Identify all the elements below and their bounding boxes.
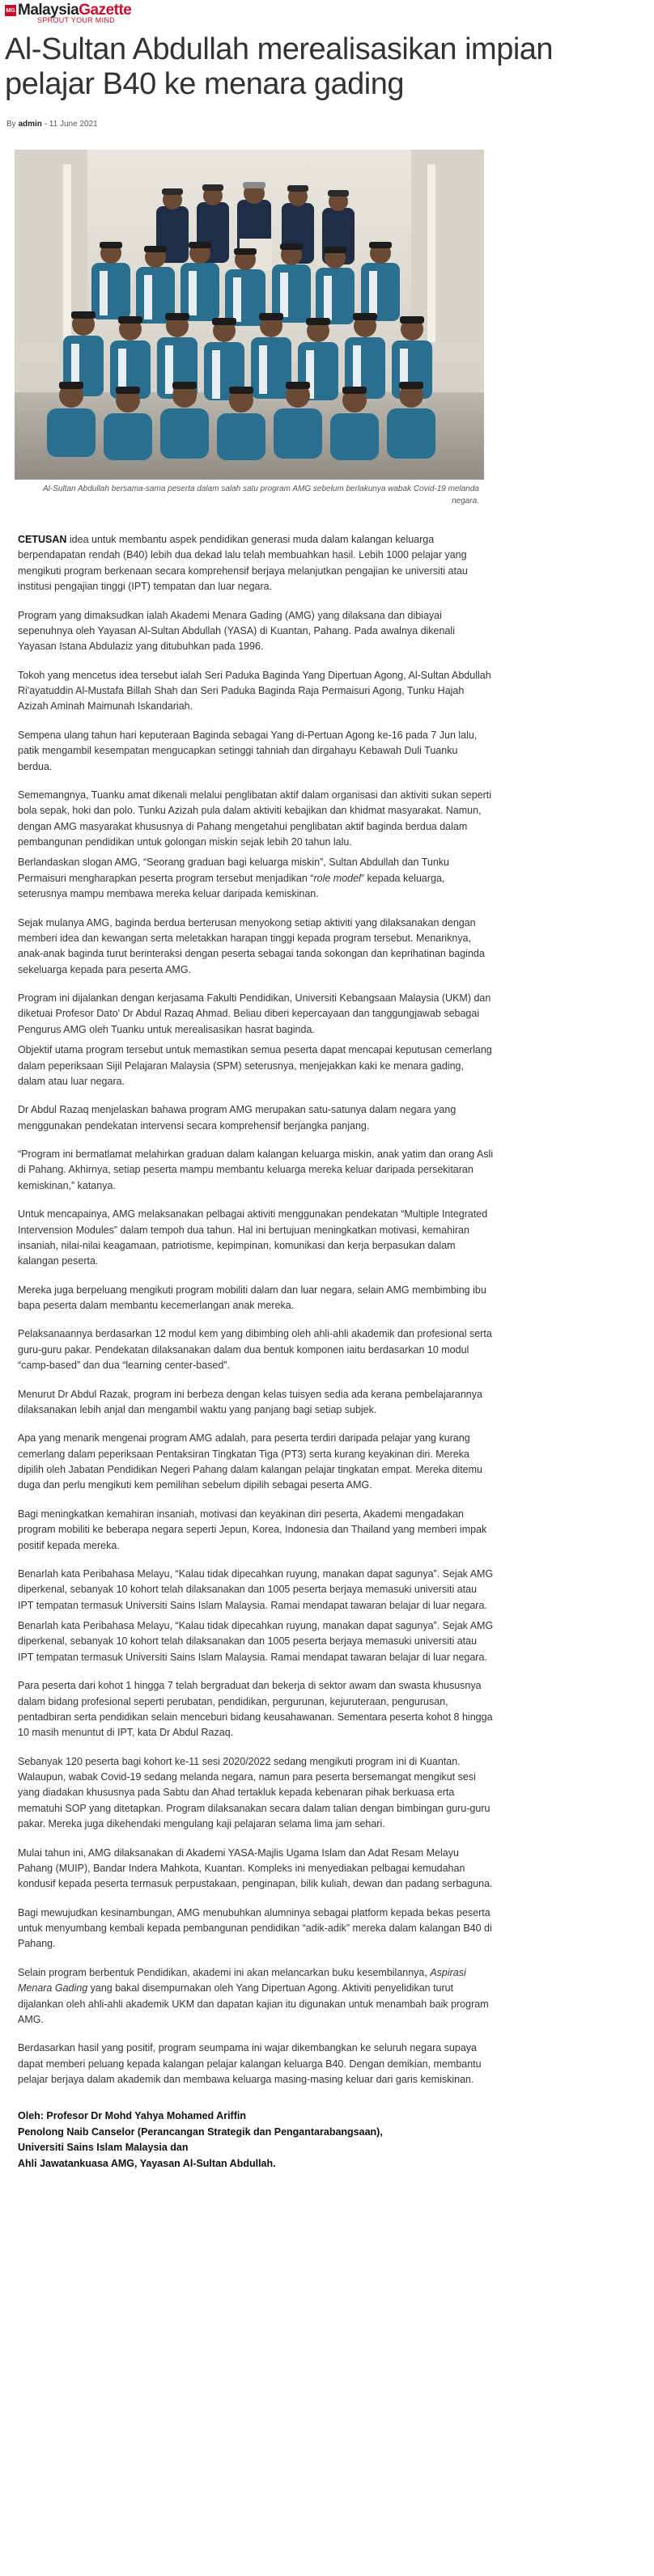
paragraph: Program ini dijalankan dengan kerjasama Fakulti Pendidikan, Universiti Kebangsaan Malaysia (UKM) dan diketuai Profesor Dato' Dr Abdul Razaq Ahmad. Beliau diberi kepercayaan dan tanggungjawab sebagai Pengurus AMG oleh Tuanku untuk merealisasikan hasrat baginda. xyxy=(18,992,491,1035)
paragraph: Para peserta dari kohot 1 hingga 7 telah bergraduat dan bekerja di sektor awam dan swasta khususnya dalam bidang profesional seperti perubatan, pendidikan, pergurunan, kejuruteraan, pengurusan, pentadbiran serta pendidikan selain menceburi bidang keusahawanan. Sementara peserta kohot 8 hingga 10 masih menuntut di IPT, kata Dr Abdul Razaq. xyxy=(18,1680,493,1739)
paragraph: Benarlah kata Peribahasa Melayu, “Kalau tidak dipecahkan ruyung, manakan dapat sagunya”. Sejak AMG diperkenal, sebanyak 10 kohort telah dilaksanakan dan 1005 peserta berjaya memasuki universiti atau IPT tempatan termasuk Universiti Sains Islam Malaysia. Ramai mendapat tawaran belajar di luar negara. xyxy=(18,1620,494,1663)
paragraph xyxy=(18,855,494,902)
paragraph: Untuk mencapainya, AMG melaksanakan pelbagai aktiviti menggunakan pendekatan “Multiple Integrated Intervension Modules” dalam tempoh dua tahun. Hal ini bertujuan meningkatkan motivasi, kemahiran insaniah, nilai-nilai keagamaan, patriotisme, kepimpinan, komunikasi dan kerja berpasukan dalam kalangan peserta. xyxy=(18,1208,488,1267)
book-title: Aspirasi Menara Gading xyxy=(18,1966,466,1994)
article-title: Al-Sultan Abdullah merealisasikan impian pelajar B40 ke menara gading xyxy=(5,32,554,101)
paragraph-text: ” kepada keluarga, seterusnya mampu membawa mereka keluar daripada kemiskinan. xyxy=(18,872,445,900)
paragraph: Bagi meningkatkan kemahiran insaniah, motivasi dan keyakinan diri peserta, Akademi mengadakan program mobiliti ke beberapa negara seperti Jepun, Korea, Indonesia dan Thailand yang memberi impak positif kepada mereka. xyxy=(18,1508,487,1551)
paragraph xyxy=(18,1965,494,2028)
paragraph: Program yang dimaksudkan ialah Akademi Menara Gading (AMG) yang dilaksana dan dibiayai sepenuhnya oleh Yayasan Al-Sultan Abdullah (YASA) di Kuantan, Pahang. Pada awalnya dikenali Yayasan Istana Abdulaziz yang ditubuhkan pada 1996. xyxy=(18,609,455,653)
article-meta xyxy=(6,120,98,129)
paragraph: Pelaksanaannya berdasarkan 12 modul kem yang dibimbing oleh ahli-ahli akademik dan profesional serta guru-guru pakar. Pendekatan dilaksanakan dalam dua bentuk komponen iaitu berdasarkan 10 modul “camp-based” dan dua “learning center-based”. xyxy=(18,1328,492,1372)
article-body xyxy=(18,532,494,2172)
paragraph: Tokoh yang mencetus idea tersebut ialah Seri Paduka Baginda Yang Dipertuan Agong, Al-Sultan Abdullah Ri'ayatuddin Al-Mustafa Billah Shah dan Seri Paduka Baginda Raja Permaisuri Agong, Tunku Hajah Azizah Aminah Maimunah Iskandariah. xyxy=(18,669,491,713)
paragraph: Sejak mulanya AMG, baginda berdua berterusan menyokong setiap aktiviti yang dilaksanakan dengan memberi idea dan kewangan serta meletakkan harapan tinggi kepada program tersebut. Menariknya, anak-anak baginda turut berinteraksi dengan peserta sebagai tanda sokongan dan keprihatinan baginda sekeluarga kepada para peserta AMG. xyxy=(18,916,485,975)
site-tagline: SPROUT YOUR MIND xyxy=(37,16,115,24)
meta-separator: - xyxy=(44,120,49,129)
paragraph: Sebanyak 120 peserta bagi kohort ke-11 sesi 2020/2022 sedang mengikuti program ini di Kuantan. Walaupun, wabak Covid-19 sedang melanda negara, namun para peserta bersemangat mengikut sesi yang diadakan khususnya pada Sabtu dan Ahad tertakluk kepada kebenaran pihak berkuasa erta mematuhi SOP yang ditetapkan. Program dilaksanakan secara dalam talian dengan bimbingan guru-guru pakar. Mereka juga dikehendaki mengulang kaji pelajaran selama lima jam sehari. xyxy=(18,1755,491,1830)
signature-line: Oleh: Profesor Dr Mohd Yahya Mohamed Ariffin xyxy=(18,2110,246,2122)
signature-line: Penolong Naib Canselor (Perancangan Strategik dan Pengantarabangsaan), xyxy=(18,2126,383,2138)
author-signature xyxy=(18,2109,494,2172)
paragraph: Apa yang menarik mengenai program AMG adalah, para peserta terdiri daripada pelajar yang kurang cemerlang dalam peperiksaan Pentaksiran Tingkatan Tiga (PT3) serta kurang keyakinan diri. Mereka dipilih oleh Jabatan Pendidikan Negeri Pahang dalam kalangan pelajar tingkatan empat. Mereka ditemu duga dan perlu mengikuti kem pemilihan sebelum dipilih sebagai peserta AMG. xyxy=(18,1432,482,1491)
logo-mark: MG xyxy=(5,5,16,16)
signature-line: Ahli Jawatankuasa AMG, Yayasan Al-Sultan Abdullah. xyxy=(18,2157,276,2169)
paragraph: Bagi mewujudkan kesinambungan, AMG menubuhkan alumninya sebagai platform kepada bekas peserta untuk menyumbang kembali kepada pembangunan pendidikan “adik-adik” mereka dalam kalangan B40 di Pahang. xyxy=(18,1906,492,1950)
signature-line: Universiti Sains Islam Malaysia dan xyxy=(18,2142,189,2154)
paragraph: Dr Abdul Razaq menjelaskan bahawa program AMG merupakan satu-satunya dalam negara yang menggunakan pendekatan intervensi secara komprehensif berjangka panjang. xyxy=(18,1104,457,1131)
by-label: By xyxy=(6,120,16,129)
paragraph: Mulai tahun ini, AMG dilaksanakan di Akademi YASA-Majlis Ugama Islam dan Adat Resam Melayu Pahang (MUIP), Bandar Indera Mahkota, Kuantan. Kompleks ini menyediakan pelbagai kemudahan kondusif kepada peserta termasuk perpustakaan, penginapan, bilik kuliah, dewan dan padang serbaguna. xyxy=(18,1846,493,1890)
paragraph-text: Berlandaskan slogan AMG, “Seorang graduan bagi keluarga miskin”, Sultan Abdullah dan Tunku Permaisuri mengharapkan peserta program tersebut menjadikan “ xyxy=(18,857,449,884)
paragraph xyxy=(18,532,494,595)
logo-brand: Gazette xyxy=(79,2,132,19)
lead-word: CETUSAN xyxy=(18,534,67,545)
paragraph: Benarlah kata Peribahasa Melayu, “Kalau tidak dipecahkan ruyung, manakan dapat sagunya”. Sejak AMG diperkenal, sebanyak 10 kohort telah dilaksanakan dan 1005 peserta berjaya memasuki universiti atau IPT tempatan termasuk Universiti Sains Islam Malaysia. Ramai mendapat tawaran belajar di luar negara. xyxy=(18,1567,494,1611)
paragraph-text: Selain program berbentuk Pendidikan, akademi ini akan melancarkan buku kesembilannya, xyxy=(18,1966,431,1978)
author-link[interactable]: admin xyxy=(18,120,42,129)
paragraph: Sempena ulang tahun hari keputeraan Baginda sebagai Yang di-Pertuan Agong ke-16 pada 7 Jun lalu, patik mengambil kesempatan mengucapkan setinggi tahniah dan dirgahayu Kebawah Duli Tuanku berdua. xyxy=(18,729,478,772)
paragraph-text: yang bakal disempurnakan oleh Yang Dipertuan Agong. Aktiviti penyelidikan turut dijalankan oleh ahli-ahli akademik UKM dan dapatan kajian itu digunakan untuk menambah baik program AMG. xyxy=(18,1982,489,2025)
logo-prefix: Malaysia xyxy=(18,2,79,19)
article-photo xyxy=(15,150,484,480)
paragraph-text: idea untuk membantu aspek pendidikan generasi muda dalam kalangan keluarga berpendapatan rendah (B40) lebih dua dekad lalu telah membuahkan hasil. Lebih 1000 pelajar yang mengikuti program berkenaan secara komprehensif berjaya melanjutkan pengajian ke universiti atau institusi pengajian tinggi (IPT) tempatan dan luar negara. xyxy=(18,534,468,593)
emphasis-text: role model xyxy=(313,872,361,884)
paragraph: Sememangnya, Tuanku amat dikenali melalui penglibatan aktif dalam organisasi dan aktiviti sukan seperti bola sepak, hoki dan polo. Tunku Azizah pula dalam aktiviti kebajikan dan khidmat masyarakat. Namun, dengan AMG masyarakat khususnya di Pahang mengetahui penglibatan aktif baginda berdua dalam pembangunan pendidikan untuk golongan miskin sejak lebih 20 tahun lalu. xyxy=(18,789,492,848)
paragraph: Menurut Dr Abdul Razak, program ini berbeza dengan kelas tuisyen sedia ada kerana pembelajarannya dilaksanakan lebih anjal dan mengambil waktu yang panjang bagi setiap subjek. xyxy=(18,1388,482,1415)
paragraph: Mereka juga berpeluang mengikuti program mobiliti dalam dan luar negara, selain AMG membimbing ibu bapa peserta dalam membantu kecemerlangan anak mereka. xyxy=(18,1284,486,1311)
paragraph: “Program ini bermatlamat melahirkan graduan dalam kalangan keluarga miskin, anak yatim dan orang Asli di Pahang. Akhirnya, setiap peserta mampu membantu keluarga mereka keluar daripada persekitaran kemiskinan,” katanya. xyxy=(18,1148,494,1191)
publish-date: 11 June 2021 xyxy=(49,120,98,129)
paragraph: Objektif utama program tersebut untuk memastikan semua peserta dapat mencapai keputusan cemerlang dalam peperiksaan Sijil Pelajaran Malaysia (SPM) seterusnya, menjejakkan kaki ke menara gading, dalam atau luar negara. xyxy=(18,1044,492,1087)
photo-caption: Al-Sultan Abdullah bersama-sama peserta dalam salah satu program AMG sebelum berlakunya wabak Covid-19 melanda negara. xyxy=(43,484,479,505)
paragraph: Berdasarkan hasil yang positif, program seumpama ini wajar dikembangkan ke seluruh negara supaya dapat memberi peluang kepada kalangan pelajar kalangan keluarga B40. Dengan demikian, membantu pelajar berjaya dalam akademik dan membawa keluarga masing-masing keluar dari garis kemiskinan. xyxy=(18,2042,482,2085)
